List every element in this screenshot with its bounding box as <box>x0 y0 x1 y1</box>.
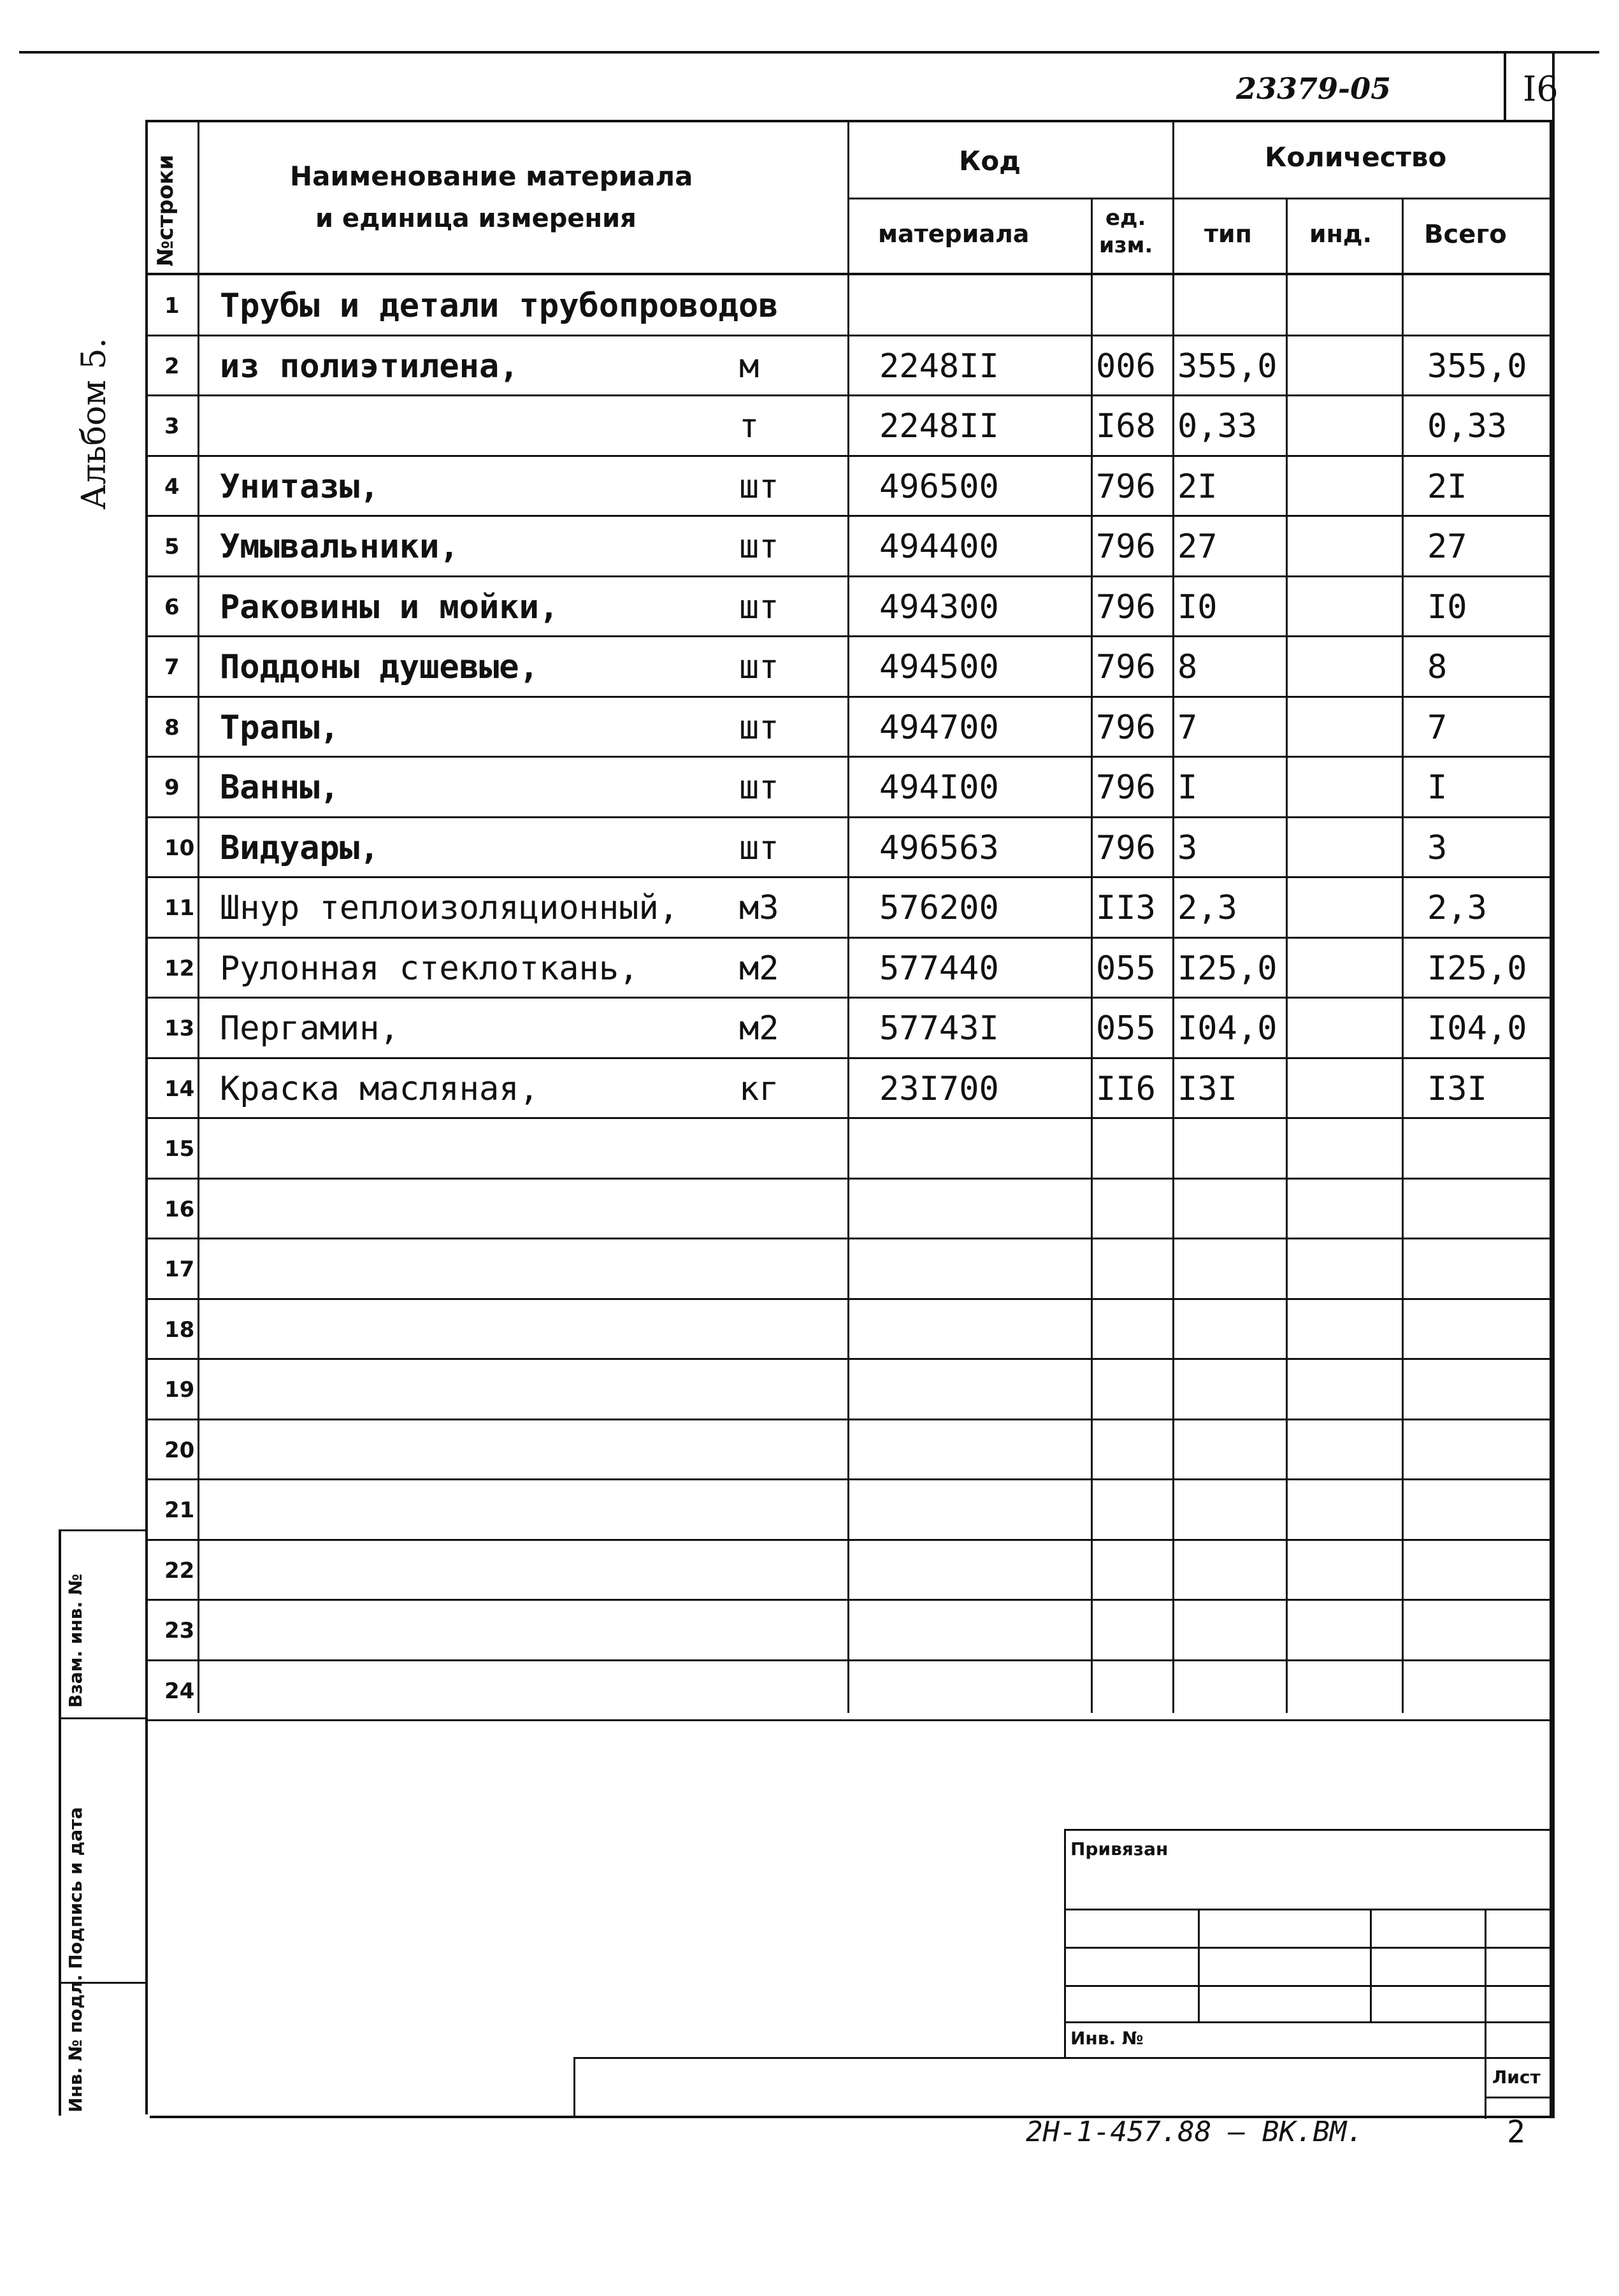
header-qty-type: тип <box>1204 220 1252 248</box>
cell-name: Поддоны душевые, <box>220 648 539 686</box>
row-separator <box>148 1358 1552 1360</box>
row-separator <box>148 575 1552 577</box>
cell-name: из полиэтилена, <box>220 347 519 386</box>
tb-left <box>1064 1829 1066 2058</box>
col-name-right <box>847 120 849 1713</box>
cell-name: Ванны, <box>220 769 340 807</box>
row-separator <box>148 1298 1552 1300</box>
row-separator <box>148 335 1552 336</box>
tb-linked-label: Привязан <box>1070 1838 1169 1859</box>
cell-total: I0 <box>1427 588 1467 626</box>
cell-unit: т <box>739 407 759 445</box>
row-separator <box>148 1419 1552 1420</box>
row-number: 9 <box>164 775 180 800</box>
cell-code: 494300 <box>879 588 999 626</box>
row-separator <box>148 1539 1552 1541</box>
row-number: 21 <box>164 1498 195 1523</box>
header-quantity: Количество <box>1265 141 1447 173</box>
row-number: 1 <box>164 293 180 319</box>
row-number: 23 <box>164 1618 195 1643</box>
row-separator <box>148 1057 1552 1059</box>
cell-type: 2,3 <box>1177 889 1237 927</box>
cell-ucode: 796 <box>1096 468 1156 506</box>
row-number: 12 <box>164 956 195 981</box>
header-code-material: материала <box>878 220 1030 248</box>
cell-type: 0,33 <box>1177 407 1258 445</box>
cell-name: Умывальники, <box>220 528 459 566</box>
stamp-signature-date: Подпись и дата <box>65 1807 86 1969</box>
cell-code: 576200 <box>879 889 999 927</box>
row-separator <box>148 1117 1552 1119</box>
row-separator <box>148 1659 1552 1661</box>
row-number: 24 <box>164 1679 195 1704</box>
cell-unit: м <box>739 347 759 386</box>
row-number: 13 <box>164 1016 195 1041</box>
stamp-left <box>59 1529 61 2116</box>
row-separator <box>148 876 1552 878</box>
row-number: 8 <box>164 715 180 740</box>
cell-code: 494500 <box>879 648 999 686</box>
stamp-inv-replace: Взам. инв. № <box>65 1573 86 1708</box>
row-separator <box>148 1238 1552 1239</box>
tb-doc-number: 2Н-1-457.88 — ВК.ВМ. <box>1026 2116 1364 2148</box>
cell-code: 494I00 <box>879 769 999 807</box>
table-top <box>145 120 1553 122</box>
header-qty-ind: инд. <box>1309 220 1372 248</box>
cell-unit: м3 <box>739 889 779 927</box>
row-separator <box>148 515 1552 517</box>
row-number: 19 <box>164 1377 195 1403</box>
cell-name: Трапы, <box>220 709 340 747</box>
cell-code: 494400 <box>879 528 999 566</box>
row-separator <box>148 1719 1552 1721</box>
row-number: 18 <box>164 1317 195 1343</box>
row-number: 4 <box>164 474 180 500</box>
cell-unit: шт <box>739 709 779 747</box>
cell-type: I3I <box>1177 1070 1237 1108</box>
cell-ucode: 796 <box>1096 709 1156 747</box>
tb-top <box>1064 1829 1553 1831</box>
cell-ucode: I68 <box>1096 407 1156 445</box>
row-separator <box>148 696 1552 698</box>
cell-ucode: 796 <box>1096 588 1156 626</box>
cell-name: Видуары, <box>220 829 380 867</box>
header-name-line2: и единица измерения <box>315 204 637 233</box>
tb-col-3 <box>1485 1909 1486 2119</box>
row-number: 5 <box>164 534 180 560</box>
cell-code: 494700 <box>879 709 999 747</box>
row-separator <box>148 997 1552 999</box>
cell-code: 496500 <box>879 468 999 506</box>
cell-total: I <box>1427 769 1448 807</box>
tb-row-2 <box>1064 1947 1553 1949</box>
cell-ucode: 006 <box>1096 347 1156 386</box>
row-number: 10 <box>164 835 195 861</box>
col-code-right <box>1091 198 1093 1713</box>
cell-ucode: 796 <box>1096 769 1156 807</box>
right-border <box>1552 51 1555 2116</box>
row-separator <box>148 455 1552 457</box>
tb-col-1 <box>1198 1909 1200 2023</box>
header-code-unit-1: ед. <box>1105 205 1146 231</box>
header-bottom-line <box>145 273 1552 275</box>
row-number: 17 <box>164 1257 195 1282</box>
album-label: Альбом 5. <box>75 338 113 510</box>
header-mid-line <box>847 198 1552 199</box>
cell-total: 355,0 <box>1427 347 1527 386</box>
cell-unit: м2 <box>739 1009 779 1048</box>
header-qty-total: Всего <box>1424 220 1507 249</box>
row-separator <box>148 1178 1552 1180</box>
col-type-right <box>1286 198 1288 1713</box>
tb-row-1 <box>1064 1909 1553 1910</box>
row-number: 16 <box>164 1197 195 1222</box>
cell-ucode: 055 <box>1096 1009 1156 1048</box>
cell-total: 27 <box>1427 528 1467 566</box>
cell-type: 2I <box>1177 468 1218 506</box>
cell-unit: шт <box>739 648 779 686</box>
stamp-top <box>59 1529 148 1531</box>
cell-type: 3 <box>1177 829 1198 867</box>
header-name-line1: Наименование материала <box>290 161 693 192</box>
cell-type: 27 <box>1177 528 1218 566</box>
page-box-divider <box>1504 51 1506 121</box>
cell-unit: шт <box>739 829 779 867</box>
cell-type: I04,0 <box>1177 1009 1277 1048</box>
tb-col-2 <box>1370 1909 1372 2023</box>
header-code-unit-2: изм. <box>1099 233 1153 258</box>
cell-type: 8 <box>1177 648 1198 686</box>
cell-total: 3 <box>1427 829 1448 867</box>
cell-total: 2I <box>1427 468 1467 506</box>
cell-total: I3I <box>1427 1070 1487 1108</box>
row-separator <box>148 816 1552 818</box>
row-number: 3 <box>164 414 180 439</box>
row-separator <box>148 937 1552 939</box>
stamp-div-1 <box>59 1717 148 1719</box>
cell-ucode: 796 <box>1096 528 1156 566</box>
cell-name: Рулонная стеклоткань, <box>220 949 639 988</box>
cell-code: 2248II <box>879 407 999 445</box>
tb-sheet-value: 2 <box>1507 2114 1525 2150</box>
cell-ucode: II6 <box>1096 1070 1156 1108</box>
tb-inv-label: Инв. № <box>1070 2028 1144 2049</box>
col-ucode-right <box>1172 120 1174 1713</box>
row-separator <box>148 756 1552 758</box>
row-separator <box>148 1478 1552 1480</box>
cell-total: I04,0 <box>1427 1009 1527 1048</box>
cell-code: 57743I <box>879 1009 999 1048</box>
cell-name: Краска масляная, <box>220 1070 539 1108</box>
row-separator <box>148 1599 1552 1601</box>
cell-total: 0,33 <box>1427 407 1507 445</box>
cell-unit: шт <box>739 588 779 626</box>
cell-name: Унитазы, <box>220 468 380 506</box>
tb-row-4 <box>1064 2021 1553 2023</box>
cell-name: Трубы и детали трубопроводов <box>220 287 779 325</box>
row-number: 15 <box>164 1136 195 1162</box>
tb-row-3 <box>1064 1985 1553 1987</box>
cell-type: I <box>1177 769 1198 807</box>
cell-type: 7 <box>1177 709 1198 747</box>
row-number: 6 <box>164 595 180 620</box>
header-row-no: №строки <box>153 154 178 266</box>
cell-total: 8 <box>1427 648 1448 686</box>
cell-unit: кг <box>739 1070 779 1108</box>
cell-ucode: 796 <box>1096 648 1156 686</box>
stamp-inv-original: Инв. № подл. <box>65 1974 86 2112</box>
header-code: Код <box>959 145 1021 177</box>
tb-sheet-label: Лист <box>1492 2067 1541 2088</box>
cell-name: Пергамин, <box>220 1009 399 1048</box>
cell-code: 23I700 <box>879 1070 999 1108</box>
cell-ucode: II3 <box>1096 889 1156 927</box>
row-separator <box>148 635 1552 637</box>
cell-unit: шт <box>739 468 779 506</box>
tb-sheet-divider <box>1485 2097 1552 2098</box>
top-border <box>19 51 1599 54</box>
cell-type: I25,0 <box>1177 949 1277 988</box>
tb-main-top <box>573 2057 1552 2059</box>
cell-ucode: 796 <box>1096 829 1156 867</box>
cell-unit: шт <box>739 769 779 807</box>
cell-ucode: 055 <box>1096 949 1156 988</box>
row-number: 14 <box>164 1076 195 1102</box>
row-number: 2 <box>164 354 180 379</box>
cell-unit: шт <box>739 528 779 566</box>
col-rowno-right <box>198 120 199 1713</box>
cell-type: 355,0 <box>1177 347 1277 386</box>
cell-type: I0 <box>1177 588 1218 626</box>
tb-main-left <box>573 2057 575 2118</box>
document-code: 23379-05 <box>1236 71 1392 106</box>
row-separator <box>148 394 1552 396</box>
row-number: 7 <box>164 654 180 680</box>
cell-unit: м2 <box>739 949 779 988</box>
col-ind-right <box>1402 198 1404 1713</box>
cell-total: 7 <box>1427 709 1448 747</box>
cell-code: 577440 <box>879 949 999 988</box>
cell-total: I25,0 <box>1427 949 1527 988</box>
page-number: I6 <box>1523 69 1558 109</box>
cell-code: 2248II <box>879 347 999 386</box>
cell-total: 2,3 <box>1427 889 1487 927</box>
cell-code: 496563 <box>879 829 999 867</box>
cell-name: Раковины и мойки, <box>220 588 559 626</box>
row-number: 22 <box>164 1558 195 1584</box>
row-number: 11 <box>164 895 195 921</box>
row-number: 20 <box>164 1438 195 1463</box>
cell-name: Шнур теплоизоляционный, <box>220 889 679 927</box>
